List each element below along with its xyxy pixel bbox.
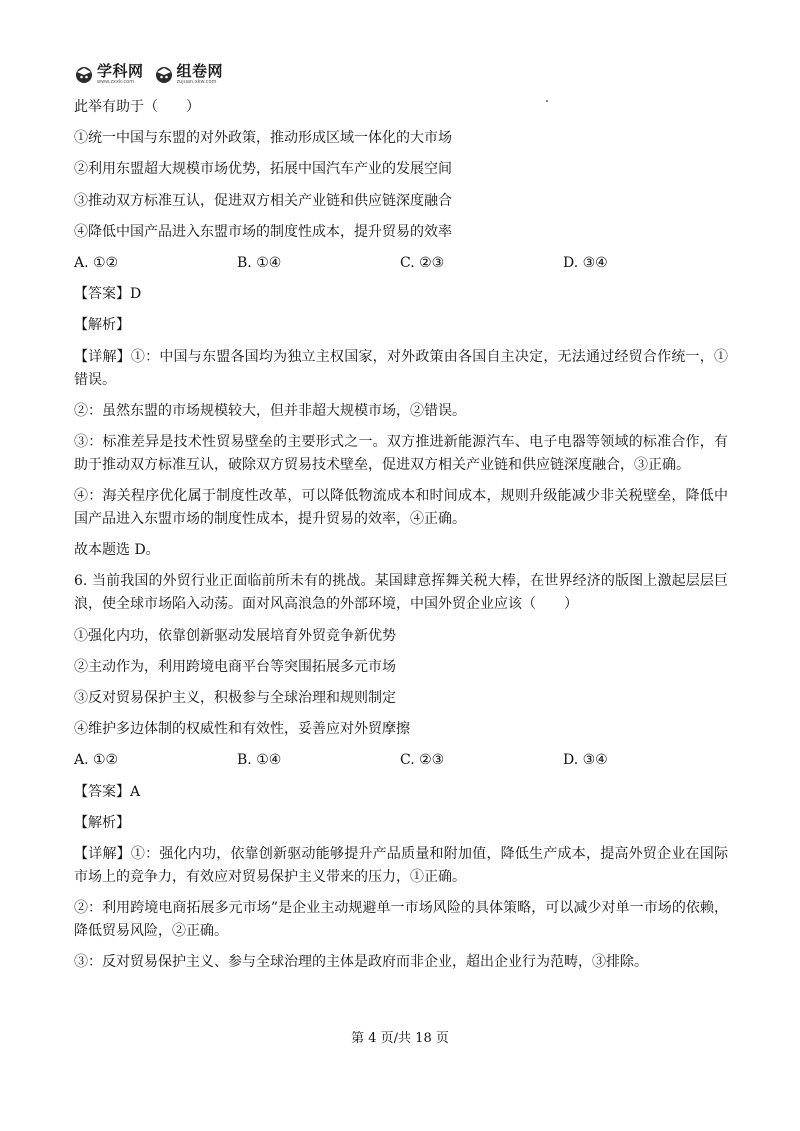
- option-a: A. ①②: [74, 752, 119, 769]
- analysis-heading: 【解析】: [74, 317, 130, 334]
- choice-statement: ①强化内功，依靠创新驱动发展培育外贸竞争新优势: [74, 627, 396, 644]
- graduation-cap-icon: [74, 64, 94, 84]
- header-logos: [74, 60, 223, 88]
- detail-paragraph: ③：标准差异是技术性贸易壁垒的主要形式之一。双方推进新能源汽车、电子电器等领域的标准合作，有助于推动双方标准互认，破除双方贸易技术壁垒，促进双方相关产业链和供应链深度融合，③正确。: [74, 433, 728, 473]
- logo-name: 组卷网: [176, 61, 224, 80]
- choice-statement: ④维护多边体制的权威性和有效性，妥善应对外贸摩擦: [74, 721, 410, 738]
- choice-statement: ④降低中国产品进入东盟市场的制度性成本，提升贸易的效率: [74, 223, 452, 240]
- graduation-cap-icon: [154, 64, 174, 84]
- option-d: D. ③④: [563, 752, 608, 769]
- detail-paragraph: ②：虽然东盟的市场规模较大，但并非超大规模市场，②错误。: [74, 402, 466, 419]
- answer-line: 【答案】A: [74, 783, 141, 800]
- detail-paragraph: ②：利用跨境电商拓展多元市场”是企业主动规避单一市场风险的具体策略，可以减少对单一市场的依赖，降低贸易风险，②正确。: [74, 900, 728, 940]
- option-b: B. ①④: [237, 254, 282, 271]
- analysis-heading: 【解析】: [74, 814, 130, 831]
- logo-zujuanwang[interactable]: [154, 61, 224, 85]
- logo-url: zujuan.xkw.com: [176, 78, 217, 85]
- question-content: [74, 96, 728, 983]
- logo-xuekewang[interactable]: [74, 61, 144, 85]
- answer-line: 【答案】D: [74, 286, 142, 303]
- logo-name: 学科网: [97, 61, 144, 80]
- conclusion-line: 故本题选 D。: [74, 542, 160, 559]
- choice-statement: ③推动双方标准互认，促进双方相关产业链和供应链深度融合: [74, 192, 452, 209]
- option-a: A. ①②: [74, 254, 119, 271]
- option-d: D. ③④: [563, 254, 608, 271]
- choice-statement: ②利用东盟超大规模市场优势，拓展中国汽车产业的发展空间: [74, 161, 452, 178]
- page-footer: 第 4 页/共 18 页: [351, 1031, 449, 1046]
- option-c: C. ②③: [400, 752, 445, 769]
- option-c: C. ②③: [400, 254, 445, 271]
- answer-options: [74, 749, 728, 772]
- option-b: B. ①④: [237, 752, 282, 769]
- logo-url: www.zxxk.com: [97, 78, 135, 85]
- question-stem: 此举有助于（ ）: [74, 99, 200, 115]
- choice-statement: ③反对贸易保护主义，积极参与全球治理和规则制定: [74, 690, 396, 706]
- answer-options: [74, 252, 728, 275]
- choice-statement: ②主动作为，利用跨境电商平台等突围拓展多元市场: [74, 658, 396, 675]
- detail-paragraph: 【详解】①：强化内功，依靠创新驱动能够提升产品质量和附加值，降低生产成本，提高外贸企业在国际市场上的竞争力，有效应对贸易保护主义带来的压力，①正确。: [74, 845, 728, 885]
- detail-paragraph: ③：反对贸易保护主义、参与全球治理的主体是政府而非企业，超出企业行为范畴，③排除。: [74, 954, 648, 971]
- detail-paragraph: 【详解】①：中国与东盟各国均为独立主权国家，对外政策由各国自主决定，无法通过经贸合作统一，①错误。: [74, 348, 728, 388]
- question-stem: 6. 当前我国的外贸行业正面临前所未有的挑战。某国肆意挥舞关税大棒，在世界经济的版图上激起层层巨浪，使全球市场陷入动荡。面对风高浪急的外部环境，中国外贸企业应该（ ）: [74, 573, 728, 613]
- detail-paragraph: ④：海关程序优化属于制度性改革，可以降低物流成本和时间成本，规则升级能减少非关税壁垒，降低中国产品进入东盟市场的制度性成本，提升贸易的效率，④正确。: [74, 488, 728, 528]
- choice-statement: ①统一中国与东盟的对外政策，推动形成区域一体化的大市场: [74, 130, 452, 147]
